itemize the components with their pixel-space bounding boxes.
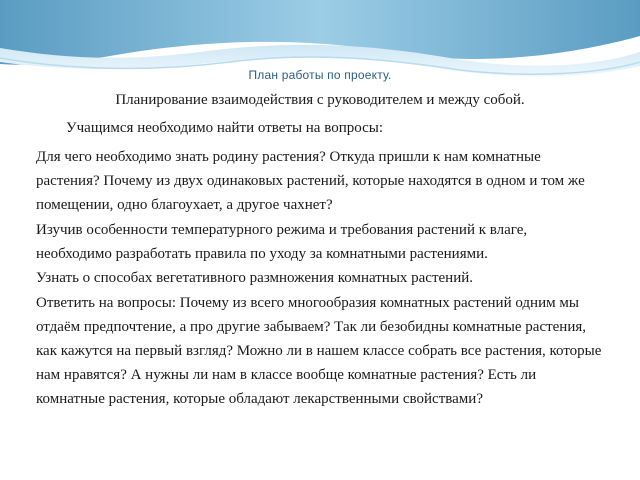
paragraph-intro-questions: Учащимся необходимо найти ответы на вопросы:: [66, 120, 383, 136]
paragraph-propagation: Узнать о способах вегетативного размножения комнатных растений.: [36, 270, 474, 286]
paragraph-care-rules: Изучив особенности температурного режима и требования растений к влаге, необходимо разработать правила по уходу за комнатными растениями.: [36, 222, 528, 262]
paragraph-plant-origin: Для чего необходимо знать родину растения? Откуда пришли к нам комнатные растения? Почему из двух одинаковых растений, которые находятся в одном и том же помещении, одно благоухает, а другое чахнет?: [36, 149, 585, 213]
paragraph-answer-questions: Ответить на вопросы: Почему из всего многообразия комнатных растений одним мы отдаём предпочтение, а про другие забываем? Так ли безобидны комнатные растения, как кажутся на первый взгляд? Можно ли в нашем классе собрать все растения, которые нам нравятся? А нужны ли нам в классе вообще комнатные растения? Есть ли комнатные растения, которые обладают лекарственными свойствами?: [36, 295, 602, 407]
paragraph-planning: Планирование взаимодействия с руководителем и между собой.: [115, 92, 525, 108]
slide-title: План работы по проекту.: [248, 68, 392, 82]
